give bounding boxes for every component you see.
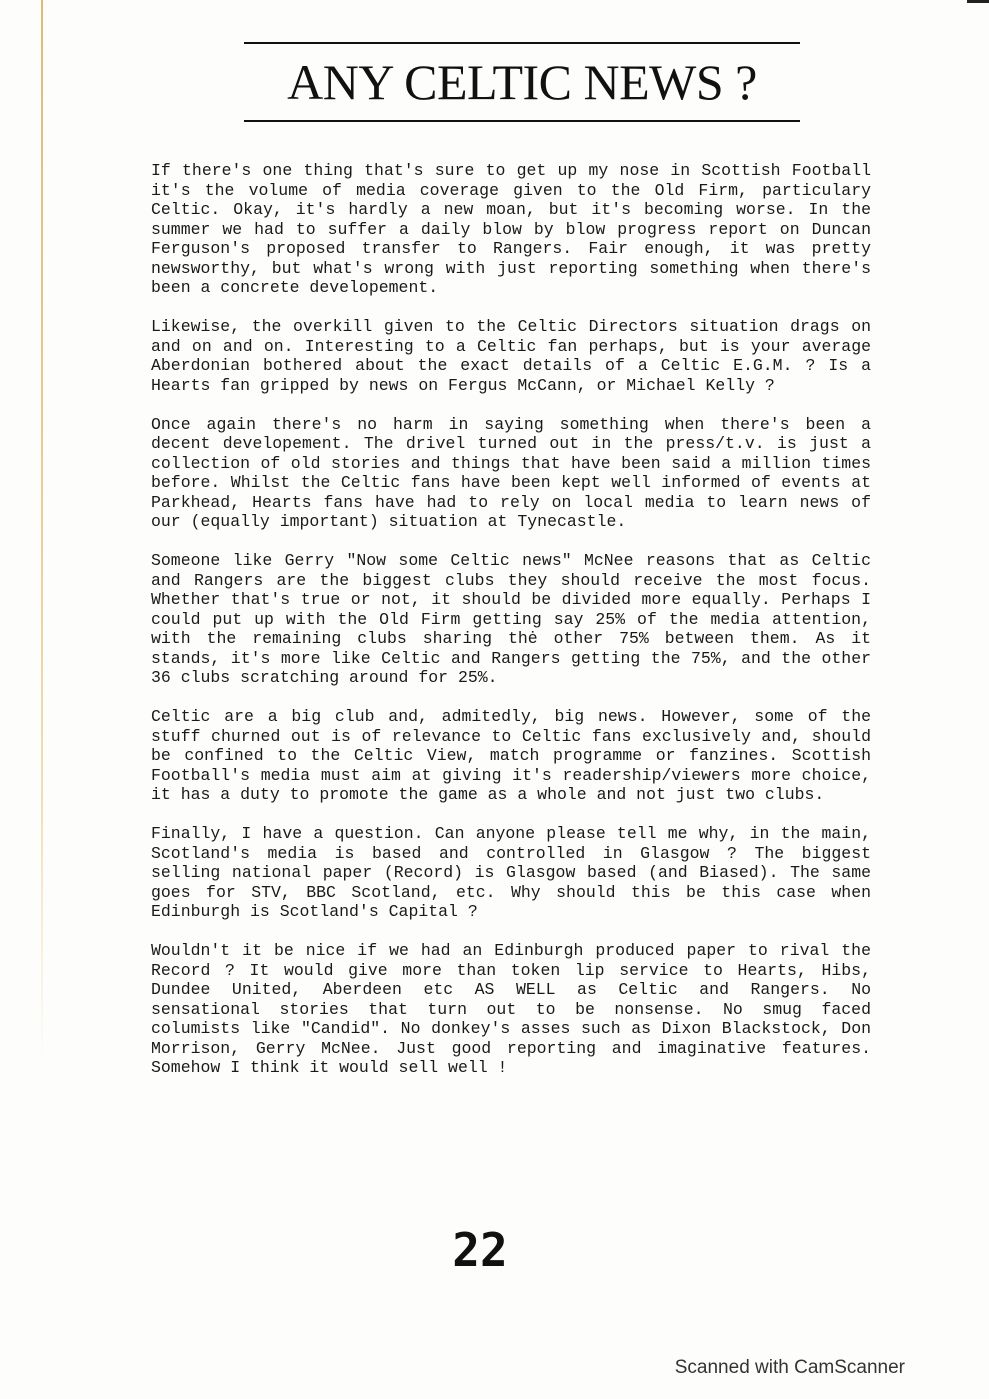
title-rule-top	[244, 42, 800, 44]
paragraph-4: Someone like Gerry "Now some Celtic news" McNee reasons that as Celtic and Rangers are the biggest clubs they should receive the most focus. Whether that's true or not, it should be divided more equally. Perhaps I could put up with the Old Firm getting say 25% of the media attention, with the remaining clubs sharing thė other 75% between them. As it stands, it's more like Celtic and Rangers getting the 75%, and the other 36 clubs scratching around for 25%.	[151, 551, 871, 687]
paragraph-2: Likewise, the overkill given to the Celtic Directors situation drags on and on and on. Interesting to a Celtic fan perhaps, but is your average Aberdonian bothered about the exact details of a Celtic E.G.M. ? Is a Hearts fan gripped by news on Fergus McCann, or Michael Kelly ?	[151, 317, 871, 395]
paragraph-7: Wouldn't it be nice if we had an Edinburgh produced paper to rival the Record ? It would give more than token lip service to Hearts, Hibs, Dundee United, Aberdeen etc AS WELL as Celtic and Rangers. No sensational stories that turn out to be nonsense. No smug faced columists like "Candid". No donkey's asses such as Dixon Blackstock, Don Morrison, Gerry McNee. Just good reporting and imaginative features. Somehow I think it would sell well !	[151, 941, 871, 1077]
title-rule-bottom	[244, 120, 800, 122]
paragraph-6: Finally, I have a question. Can anyone please tell me why, in the main, Scotland's media is based and controlled in Glasgow ? The biggest selling national paper (Record) is Glasgow based (and Biased). The same goes for STV, BBC Scotland, etc. Why should this be this case when Edinburgh is Scotland's Capital ?	[151, 824, 871, 921]
title-block	[244, 42, 800, 124]
scanner-watermark: Scanned with CamScanner	[674, 1357, 905, 1378]
paragraph-3: Once again there's no harm in saying something when there's been a decent developement. The drivel turned out in the press/t.v. is just a collection of old stories and things that have been said a million times before. Whilst the Celtic fans have been kept well informed of events at Parkhead, Hearts fans have had to rely on local media to learn news of our (equally important) situation at Tynecastle.	[151, 414, 871, 531]
paragraph-5: Celtic are a big club and, admitedly, big news. However, some of the stuff churned out is of relevance to Celtic fans exclusively and, should be confined to the Celtic View, match programme or fanzines. Scottish Football's media must aim at giving it's readership/viewers more choice, it has a duty to promote the game as a whole and not just two clubs.	[151, 707, 871, 804]
article-body	[151, 161, 871, 1097]
paragraph-1: If there's one thing that's sure to get up my nose in Scottish Football it's the volume of media coverage given to the Old Firm, particulary Celtic. Okay, it's hardly a new moan, but it's becoming worse. In the summer we had to suffer a daily blow by blow progress report on Duncan Ferguson's proposed transfer to Rangers. Fair enough, it was pretty newsworthy, but what's wrong with just reporting something when there's been a concrete developement.	[151, 161, 871, 297]
corner-mark	[967, 0, 989, 3]
article-title: ANY CELTIC NEWS ?	[287, 54, 757, 110]
binding-margin-line	[41, 0, 43, 1060]
page-number: 22	[452, 1223, 508, 1277]
